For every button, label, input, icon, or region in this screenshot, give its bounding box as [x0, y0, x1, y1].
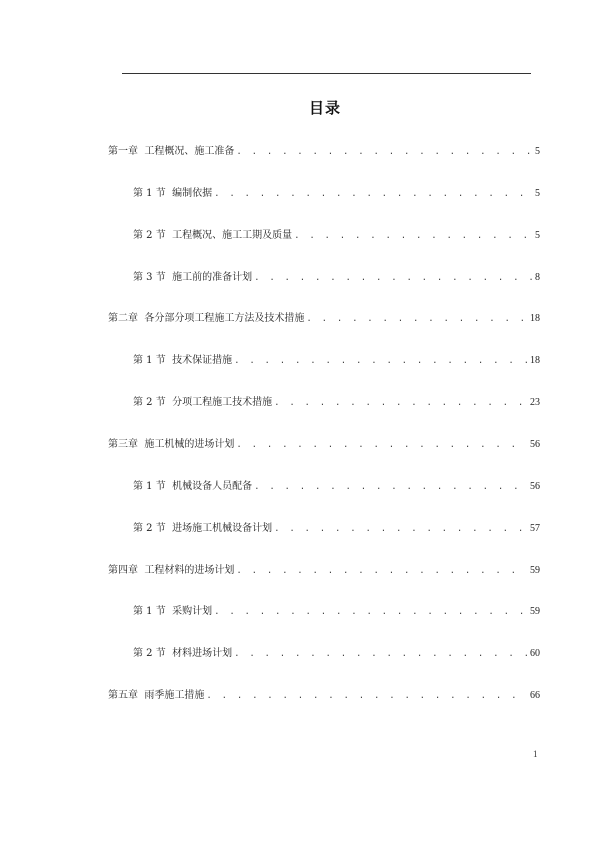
page-number: 1: [533, 749, 538, 759]
toc-entry-page: 66: [530, 690, 540, 701]
toc-section-entry[interactable]: [133, 271, 540, 285]
toc-entry-page: 23: [530, 397, 540, 408]
toc-entry-label: 第 1 节 采购计划: [133, 606, 213, 617]
toc-section-entry[interactable]: [133, 522, 540, 536]
toc-chapter-entry[interactable]: [108, 145, 540, 159]
toc-entry-label: 第 2 节 分项工程施工技术措施: [133, 397, 273, 408]
toc-dot-leader: [236, 145, 533, 159]
toc-dot-leader: [254, 480, 528, 494]
toc-entry-page: 8: [535, 272, 540, 283]
toc-entry-label: 第 1 节 机械设备人员配备: [133, 481, 253, 492]
toc-section-entry[interactable]: [133, 229, 540, 243]
toc-section-entry[interactable]: [133, 605, 540, 619]
toc-dot-leader: [274, 396, 528, 410]
toc-entry-label: 第 1 节 编制依据: [133, 188, 213, 199]
toc-section-entry[interactable]: [133, 647, 540, 661]
toc-entry-label: 第一章 工程概况、施工准备: [108, 146, 235, 157]
toc-dot-leader: [214, 187, 533, 201]
toc-chapter-entry[interactable]: [108, 438, 540, 452]
toc-chapter-entry[interactable]: [108, 312, 540, 326]
toc-entry-page: 59: [530, 606, 540, 617]
toc-entry-label: 第 2 节 材料进场计划: [133, 648, 233, 659]
toc-section-entry[interactable]: [133, 480, 540, 494]
toc-entry-label: 第 3 节 施工前的准备计划: [133, 272, 253, 283]
toc-dot-leader: [206, 689, 528, 703]
toc-entry-label: 第 2 节 工程概况、施工工期及质量: [133, 230, 293, 241]
toc-entry-page: 59: [530, 565, 540, 576]
toc-section-entry[interactable]: [133, 187, 540, 201]
toc-entry-label: 第二章 各分部分项工程施工方法及技术措施: [108, 313, 305, 324]
toc-entry-page: 18: [530, 313, 540, 324]
toc-entry-label: 第 1 节 技术保证措施: [133, 355, 233, 366]
toc-dot-leader: [234, 354, 528, 368]
toc-entry-page: 57: [530, 523, 540, 534]
toc-section-entry[interactable]: [133, 396, 540, 410]
toc-entry-page: 18: [530, 355, 540, 366]
header-rule: [122, 73, 531, 74]
toc-entry-label: 第四章 工程材料的进场计划: [108, 565, 235, 576]
toc-entry-page: 56: [530, 439, 540, 450]
toc-dot-leader: [236, 564, 528, 578]
toc-dot-leader: [236, 438, 528, 452]
toc-dot-leader: [274, 522, 528, 536]
toc-dot-leader: [306, 312, 528, 326]
toc-entry-label: 第五章 雨季施工措施: [108, 690, 205, 701]
toc-dot-leader: [214, 605, 528, 619]
toc-entry-label: 第 2 节 进场施工机械设备计划: [133, 523, 273, 534]
toc-entry-page: 5: [535, 146, 540, 157]
toc-entry-page: 56: [530, 481, 540, 492]
toc-chapter-entry[interactable]: [108, 689, 540, 703]
toc-entry-label: 第三章 施工机械的进场计划: [108, 439, 235, 450]
toc-entry-page: 5: [535, 188, 540, 199]
toc-dot-leader: [234, 647, 528, 661]
toc-entry-page: 60: [530, 648, 540, 659]
toc-chapter-entry[interactable]: [108, 564, 540, 578]
toc-dot-leader: [294, 229, 533, 243]
toc-title: 目录: [308, 99, 341, 117]
toc-entry-page: 5: [535, 230, 540, 241]
toc-section-entry[interactable]: [133, 354, 540, 368]
toc-dot-leader: [254, 271, 533, 285]
